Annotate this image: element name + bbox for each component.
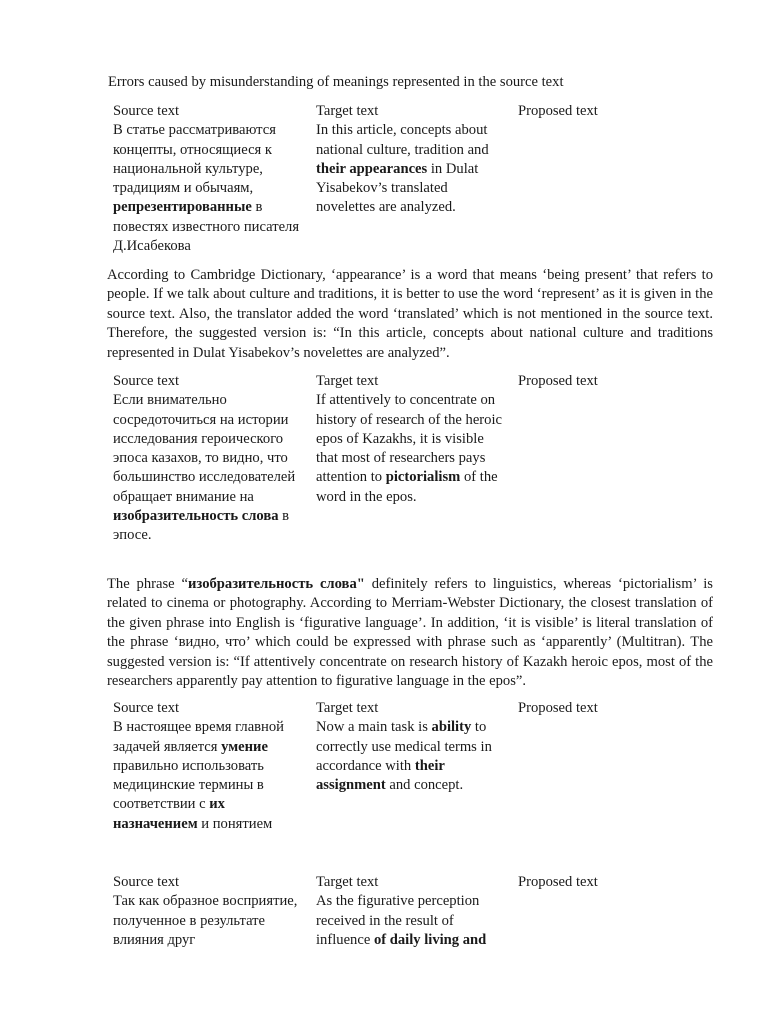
text-run: Так как образное восприятие, полученное в результате влияния друг: [113, 893, 298, 948]
text-run: As the figurative perception received in the result of influence: [316, 893, 480, 948]
section-heading: Errors caused by misunderstanding of meanings represented in the source text: [108, 74, 564, 90]
target-text-content: [316, 122, 489, 215]
proposed-text-cell: [518, 102, 718, 121]
text-run: of the word in the epos.: [316, 469, 498, 505]
bold-text-run: pictorialism: [385, 469, 461, 486]
source-text-header: Source text: [113, 373, 180, 389]
target-text-header: Target text: [316, 373, 379, 389]
source-text-cell: [113, 372, 303, 546]
text-run: definitely refers to linguistics, whereas ‘pictorialism’ is related to cinema or photography. According to Merriam-Webster Dictionary, the closest translation of the given phrase into English is ‘figurative language’. In addition, ‘it is visible’ is literal translation of the phrase ‘видно, что’ which could be expressed with phrase such as ‘apparently’ (Multitran). The suggested version is: “If attentively concentrate on research history of Kazakh heroic epos, most of the researchers apparently pay attention to figurative language in the epos”.: [107, 576, 713, 690]
source-text-content: [113, 893, 297, 948]
text-run: Now a main task is: [316, 719, 432, 736]
source-text-cell: [113, 102, 303, 256]
source-text-header: Source text: [113, 103, 180, 119]
text-run: и понятием: [197, 815, 273, 832]
bold-text-run: их назначением: [113, 796, 225, 832]
text-run: in Dulat Yisabekov’s translated novelettes are analyzed.: [316, 160, 479, 216]
target-text-header: Target text: [316, 700, 379, 716]
commentary-paragraph-2: [107, 575, 713, 691]
proposed-text-cell: [518, 372, 718, 391]
source-text-content: [113, 122, 299, 254]
text-run: в повестях известного писателя Д.Исабекова: [113, 199, 300, 255]
source-text-content: [113, 719, 284, 831]
bold-text-run: изобразительность слова: [113, 508, 279, 525]
bold-text-run: their assignment: [316, 757, 445, 794]
proposed-text-header: Proposed text: [518, 373, 598, 389]
text-run: If attentively to concentrate on history of research of the heroic epos of Kazakhs, it is visible that most of researchers pays attention to: [316, 392, 502, 486]
target-text-content: [316, 719, 492, 793]
bold-text-run: умение: [221, 738, 268, 755]
target-text-cell: [316, 699, 506, 795]
bold-text-run: ability: [431, 719, 472, 736]
proposed-text-cell: [518, 699, 718, 718]
text-run: В статье рассматриваются концепты, относящиеся к национальной культуре, традициям и обычаям,: [113, 122, 276, 197]
bold-text-run: изобразительность слова": [188, 576, 365, 592]
text-run: to correctly use medical terms in accordance with: [316, 719, 492, 774]
target-text-cell: [316, 102, 506, 218]
text-run: В настоящее время главной задачей является: [113, 719, 284, 755]
bold-text-run: their appearances: [316, 160, 428, 177]
text-run: Если внимательно сосредоточиться на истории исследования героического эпоса казахов, то видно, что большинство исследователей обращает внимание на: [113, 392, 296, 505]
commentary-paragraph-1: [107, 266, 713, 363]
target-text-cell: [316, 372, 506, 507]
target-text-content: [316, 893, 486, 948]
proposed-text-cell: [518, 873, 718, 892]
bold-text-run: of daily living and: [373, 931, 487, 948]
proposed-text-header: Proposed text: [518, 700, 598, 716]
source-text-header: Source text: [113, 874, 180, 890]
text-run: and concept.: [385, 777, 464, 794]
text-run: правильно использовать медицинские термины в соответствии с: [113, 757, 264, 813]
text-run: According to Cambridge Dictionary, ‘appearance’ is a word that means ‘being present’ that refers to people. If we talk about culture and traditions, it is better to use the word ‘represent’ as it is given in the source text. Also, the translator added the word ‘translated’ which is not mentioned in the source text. Therefore, the suggested version is: “In this article, concepts about national culture and traditions represented in Dulat Yisabekov’s novelettes are analyzed”.: [107, 267, 713, 361]
target-text-content: [316, 392, 502, 504]
target-text-header: Target text: [316, 874, 379, 890]
source-text-header: Source text: [113, 700, 180, 716]
source-text-content: [113, 392, 295, 543]
proposed-text-header: Proposed text: [518, 874, 598, 890]
source-text-cell: [113, 873, 303, 950]
target-text-header: Target text: [316, 103, 379, 119]
text-run: In this article, concepts about national culture, tradition and: [316, 122, 489, 158]
target-text-cell: [316, 873, 506, 950]
text-run: The phrase “: [107, 576, 188, 592]
source-text-cell: [113, 699, 303, 834]
text-run: в эпосе.: [113, 508, 290, 544]
proposed-text-header: Proposed text: [518, 103, 598, 119]
bold-text-run: репрезентированные: [113, 199, 252, 216]
